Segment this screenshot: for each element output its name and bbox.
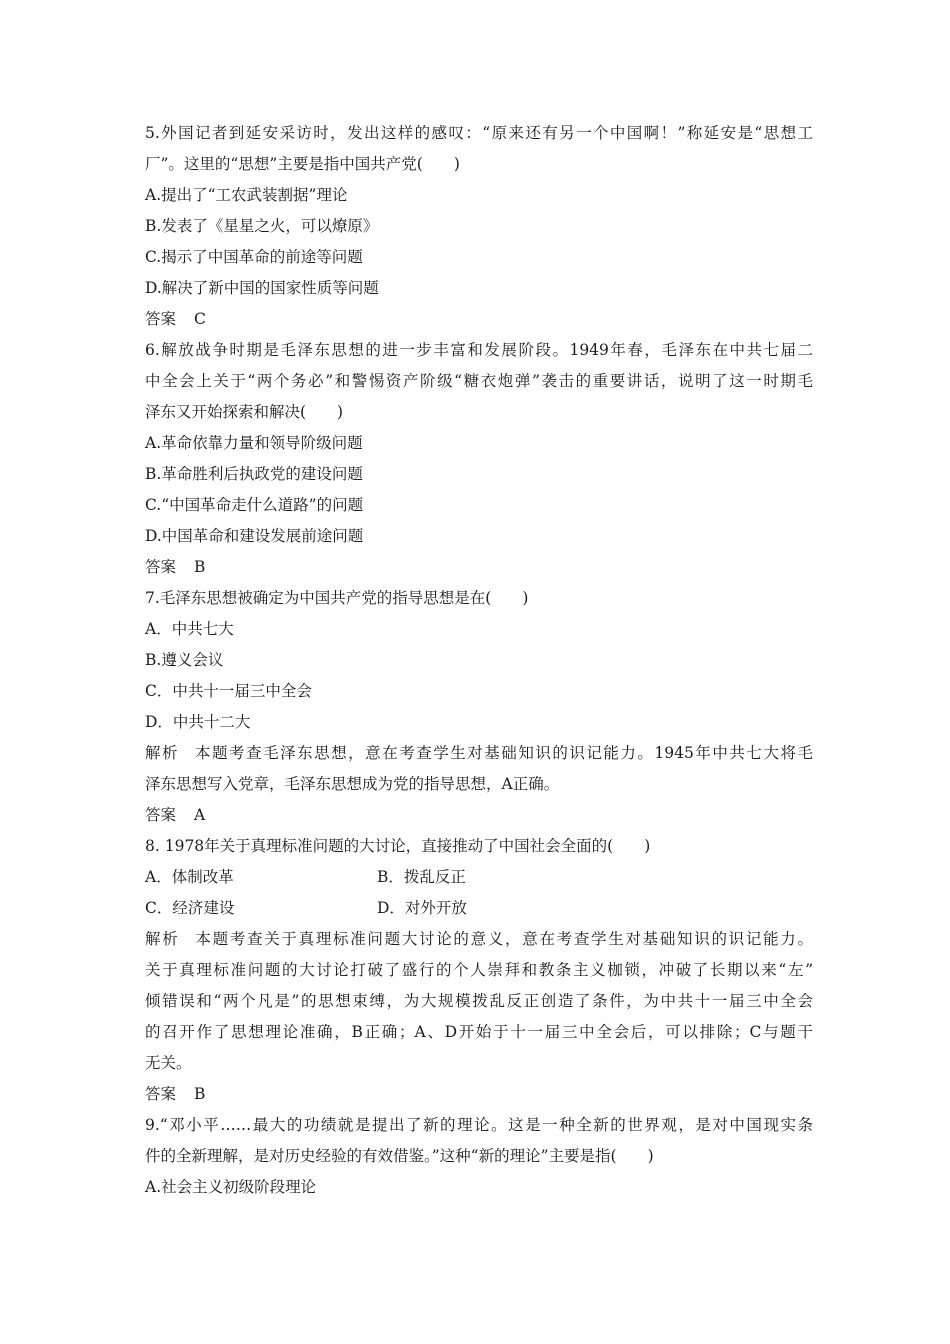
answer-label: 答案 — [145, 806, 177, 824]
answer-label: 答案 — [145, 1085, 177, 1103]
answer-line — [145, 800, 813, 831]
analysis-text: 本题考查毛泽东思想，意在考查学生对基础知识的识记能力。1945年中共七大将毛 — [195, 744, 813, 762]
answer-value: A — [194, 806, 206, 824]
question-stem: 6.解放战争时期是毛泽东思想的进一步丰富和发展阶段。1949年春，毛泽东在中共七届二 — [145, 341, 813, 359]
option-a: A．体制改革 — [145, 868, 234, 886]
option-c: C.“中国革命走什么道路”的问题 — [145, 496, 364, 514]
option-d: D.解决了新中国的国家性质等问题 — [145, 279, 379, 297]
question-7 — [145, 583, 813, 831]
options-row — [145, 862, 813, 893]
answer-line — [145, 1079, 813, 1110]
analysis-text: 的召开作了思想理论准确，B正确；A、D开始于十一届三中全会后，可以排除；C与题干 — [145, 1023, 813, 1041]
analysis-text: 无关。 — [145, 1054, 192, 1072]
options-row — [145, 893, 813, 924]
question-6 — [145, 335, 813, 583]
question-9 — [145, 1110, 813, 1203]
answer-value: B — [194, 1085, 206, 1103]
option-c: C．经济建设 — [145, 899, 235, 917]
question-stem: 5.外国记者到延安采访时，发出这样的感叹：“原来还有另一个中国啊！”称延安是“思想工 — [145, 124, 813, 142]
question-stem: 8. 1978年关于真理标准问题的大讨论，直接推动了中国社会全面的( ) — [145, 837, 651, 855]
option-c: C．中共十一届三中全会 — [145, 682, 312, 700]
answer-line — [145, 552, 813, 583]
analysis-text: 关于真理标准问题的大讨论打破了盛行的个人崇拜和教条主义枷锁，冲破了长期以来“左” — [145, 961, 813, 979]
analysis-label: 解析 — [145, 930, 180, 948]
analysis-text: 倾错误和“两个凡是”的思想束缚，为大规模拨乱反正创造了条件，为中共十一届三中全会 — [145, 992, 813, 1010]
answer-label: 答案 — [145, 310, 177, 328]
analysis-label: 解析 — [145, 744, 180, 762]
answer-value: C — [194, 310, 206, 328]
question-stem: 9.“邓小平……最大的功绩就是提出了新的理论。这是一种全新的世界观，是对中国现实条 — [145, 1116, 813, 1134]
question-stem: 厂”。这里的“思想”主要是指中国共产党( ) — [145, 155, 460, 173]
option-d: D．中共十二大 — [145, 713, 251, 731]
option-b: B.革命胜利后执政党的建设问题 — [145, 465, 363, 483]
question-stem: 7.毛泽东思想被确定为中国共产党的指导思想是在( ) — [145, 589, 529, 607]
answer-line — [145, 304, 813, 335]
question-stem: 泽东又开始探索和解决( ) — [145, 403, 344, 421]
analysis-line — [145, 924, 813, 955]
question-stem: 件的全新理解，是对历史经验的有效借鉴。”这种“新的理论”主要是指( ) — [145, 1147, 654, 1165]
analysis-text: 本题考查关于真理标准问题大讨论的意义，意在考查学生对基础知识的识记能力。 — [195, 930, 813, 948]
option-d: D.中国革命和建设发展前途问题 — [145, 527, 364, 545]
option-b: B.遵义会议 — [145, 651, 224, 669]
option-b: B.发表了《星星之火，可以燎原》 — [145, 217, 379, 235]
answer-value: B — [194, 558, 206, 576]
question-5 — [145, 118, 813, 335]
analysis-line — [145, 738, 813, 769]
analysis-text: 泽东思想写入党章，毛泽东思想成为党的指导思想，A正确。 — [145, 775, 560, 793]
option-a: A．中共七大 — [145, 620, 234, 638]
option-a: A.革命依靠力量和领导阶级问题 — [145, 434, 363, 452]
option-b: B．拨乱反正 — [377, 868, 466, 886]
question-stem: 中全会上关于“两个务必”和警惕资产阶级“糖衣炮弹”袭击的重要讲话，说明了这一时期毛 — [145, 372, 813, 390]
option-a: A.社会主义初级阶段理论 — [145, 1178, 317, 1196]
answer-label: 答案 — [145, 558, 177, 576]
option-d: D．对外开放 — [377, 899, 467, 917]
question-8 — [145, 831, 813, 1110]
option-c: C.揭示了中国革命的前途等问题 — [145, 248, 363, 266]
document-page — [145, 118, 813, 1203]
option-a: A.提出了“工农武装割据”理论 — [145, 186, 348, 204]
